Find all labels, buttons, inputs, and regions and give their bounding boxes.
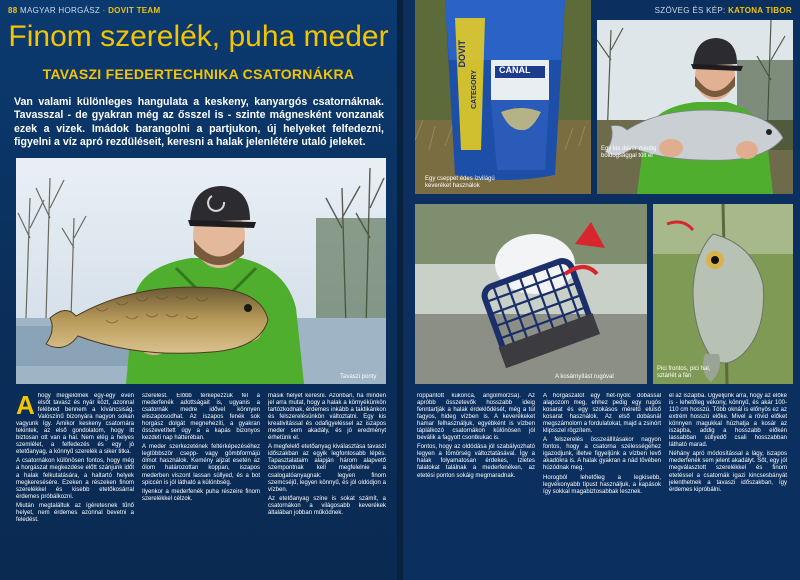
column-1-paragraph-1: hogy megjelölnek egy-egy éven elsőt tavasz és nyár közt, azonnal felébred bennem a kíváncsiság. Valószínű bizonyára nagyon sokan vagyunk így. Amikor keskeny csatornára tekintek, az első gondolatom, hogy itt biztosan ott van a hal. Nem elég a helyes szemlélet, a felfedezés és egy jó etetőanyag, a könnyű szerelék a siker titka.	[16, 393, 134, 456]
column-3-paragraph-1: másik helyet keresni. Azonban, ha minden jel arra mutat, hogy a halak a környékünkön tartózkodnak, érdemes inkább a taktikánkon és felszerelésünkön változtatni. Egy kis kreativitással és odafigyeléssel az iszapos meder sem akadály, és jó eredményt érhetünk el.	[268, 393, 386, 442]
column-5-paragraph-3: Horogból lehetőleg a legkisebb, legvékonyabb típust használjuk, a kapások így sokkal magabiztosabbak lesznek.	[543, 474, 661, 495]
bait-bag-caption: Egy cseppet édes ízvilágú keveréket használok	[425, 176, 495, 189]
bream-photo-caption: Egy kis dévér mindig boldogsággal tölt el	[601, 146, 657, 159]
column-5-paragraph-2: A felszerelés összeállításakor nagyon fontos, hogy a csatorna szélességéhez igazodjunk, illetve figyeljünk a vízben levő akadókra is. A halak gyakran a nád tövében húzódnak meg.	[543, 437, 661, 472]
magazine-section: MAGYAR HORGÁSZ	[20, 6, 101, 15]
text-column-2	[142, 393, 260, 576]
photo-bait-bag	[415, 0, 591, 194]
drop-cap: A	[16, 393, 35, 420]
feeder-illustration	[415, 204, 647, 384]
right-page	[403, 0, 800, 580]
photo-small-fish	[653, 204, 793, 384]
carp-photo-caption: Tavaszi ponty	[340, 374, 377, 380]
bag-brand-text: DOVIT	[457, 40, 467, 68]
photo-feeder-basket	[415, 204, 647, 384]
bait-bag-illustration	[415, 0, 591, 194]
text-column-5	[543, 393, 661, 576]
column-3-paragraph-3: Az etetőanyag színe is sokat számít, a csatornákon a világosabb keverékek általában jobban működnek.	[268, 495, 386, 516]
angler-carp-illustration	[16, 158, 386, 384]
page-header-right	[655, 6, 792, 15]
article-subtitle: TAVASZI FEEDERTECHNIKA CSATORNÁKRA	[42, 66, 355, 82]
column-2-paragraph-3: Ilyenkor a mederfenék puha részeire finom szerelékkel célzok.	[142, 488, 260, 502]
text-column-1	[16, 393, 134, 576]
column-1-paragraph-2: A csatornákon különösen fontos, hogy még a horgászat megkezdése előtt szánjunk időt a halak felkutatására, a haltartó helyek megkeresésére. Ezeken a részeken finom szerelékkel és kisebb etetőkosárral érdemes próbálkozni.	[16, 458, 134, 500]
page-header-left	[8, 6, 160, 15]
column-6-paragraph-2: Néhány apró módosítással a lágy, iszapos mederfenék sem jelent akadályt. Sőt, egy jól megválasztott szerelékkel és finom etetéssel a csatornák igazi kincsesbányát jelenthetnek a tavaszi időszakban, így érdemes kipróbálni.	[669, 451, 787, 493]
author-name: KATONA TIBOR	[728, 6, 792, 15]
text-column-6	[669, 393, 787, 576]
column-5-paragraph-1: A horgászatot egy hét-nyolc dobással alapozom meg, ehhez pedig egy rugós kosarat és egy szokásos méretű elülső kosarat használok. Az első dobásnál megszámolom a fordulatokat, majd a zsinórt klipsszel rögzítem.	[543, 393, 661, 435]
left-page	[0, 0, 397, 580]
column-4-paragraph-1: roppantott kukorica, angolmorzsa). Az apróbb összetevők hosszabb ideig fenntartják a halak érdeklődését, még a túl fagyos, hideg vízben is. A keverékeket hamar felhasználjuk, egyébként is vízben táplálkozó csatornákon különösen jól beválik a fagyott csontkukac is.	[417, 393, 535, 442]
team-label: DOVIT TEAM	[108, 6, 161, 15]
column-2-paragraph-1: szerelést. Előbb térképezzük fel a mederfenék adottságait is, ugyanis a csatornák medre idővel könnyen eliszaposodhat. Az iszapos fenék sok horgász dolgát megnehezíti, a gyakran összevetített úgy a a kapás bizonyos kezdeti nap hátteréban.	[142, 393, 260, 442]
page-number: 88	[8, 6, 18, 15]
column-3-paragraph-2: A megfelelő etetőanyag kiválasztása tavaszi időszakban az egyik legfontosabb lépés. Tapasztalataim alapján három alapvető szempontnak kell megfelelnie a csalogatóanyagnak: legyen finom szemcséjű, legyen könnyű, és jól oldódjon a vízben.	[268, 444, 386, 493]
header-separator: ·	[100, 6, 109, 15]
column-4-paragraph-2: Fontos, hogy az oldódása jól szabályozható legyen a tömörség változtatásával. Így a halak folyamatosan érdekes, ízletes falatokat találnak a mederfenéken, az etetési ponton sokáig megmaradnak.	[417, 444, 535, 479]
credit-label: SZÖVEG ÉS KÉP:	[654, 6, 726, 15]
photo-angler-bream	[597, 20, 793, 194]
bag-product-name: CANAL	[499, 65, 531, 75]
bream-illustration	[597, 20, 793, 194]
column-1-paragraph-3: Miután megtaláltuk az ígéretesnek tűnő helyet, nem érdemes azonnal bevetni a feledést.	[16, 502, 134, 523]
text-column-3	[268, 393, 386, 576]
column-6-paragraph-1: el az iszapba. Ügyeljünk arra, hogy az előke is - lehetőleg vékony, könnyű, és akár 100-110 cm hosszú. Több oknál is előnyös ez az extrém hosszú előke. Mivel a rövid előket könnyen magukkal húzhatja a kosár az iszapba, addig a hosszabb előkén lassabban süllyedő csali hosszabban látható marad.	[669, 393, 787, 449]
roach-photo-caption: Pici frontos, pici hal, sztárlét a fán	[657, 366, 711, 379]
article-lead: Van valami különleges hangulata a keskeny, kanyargós csatornáknak. Tavasszal - de gyakran még az ősszel is - szinte mágnesként vonzanak ezek a vizek. Imádok barangolni a partjukon, új helyeket felfedezni, figyelni a víz apró rezdüléseit, keresni a halak jelenlétére utaló jeleket.	[14, 96, 384, 149]
bag-category-text: CATEGORY	[471, 70, 478, 109]
feeder-photo-caption: A kosárnyílást rugóval	[555, 374, 614, 380]
article-title: Finom szerelék, puha meder	[8, 20, 389, 53]
roach-illustration	[653, 204, 793, 384]
main-photo-angler-with-carp	[16, 158, 386, 384]
column-2-paragraph-2: A meder szerkezetének feltérképezéséhez legtöbbször csepp- vagy gömbformájú ólmot használok. Kemény aljzat esetén az ólom határozottan koppan, iszapos mederben viszont lassan süllyed, és a bot spiccén is jól látható a különbség.	[142, 444, 260, 486]
text-column-4	[417, 393, 535, 576]
